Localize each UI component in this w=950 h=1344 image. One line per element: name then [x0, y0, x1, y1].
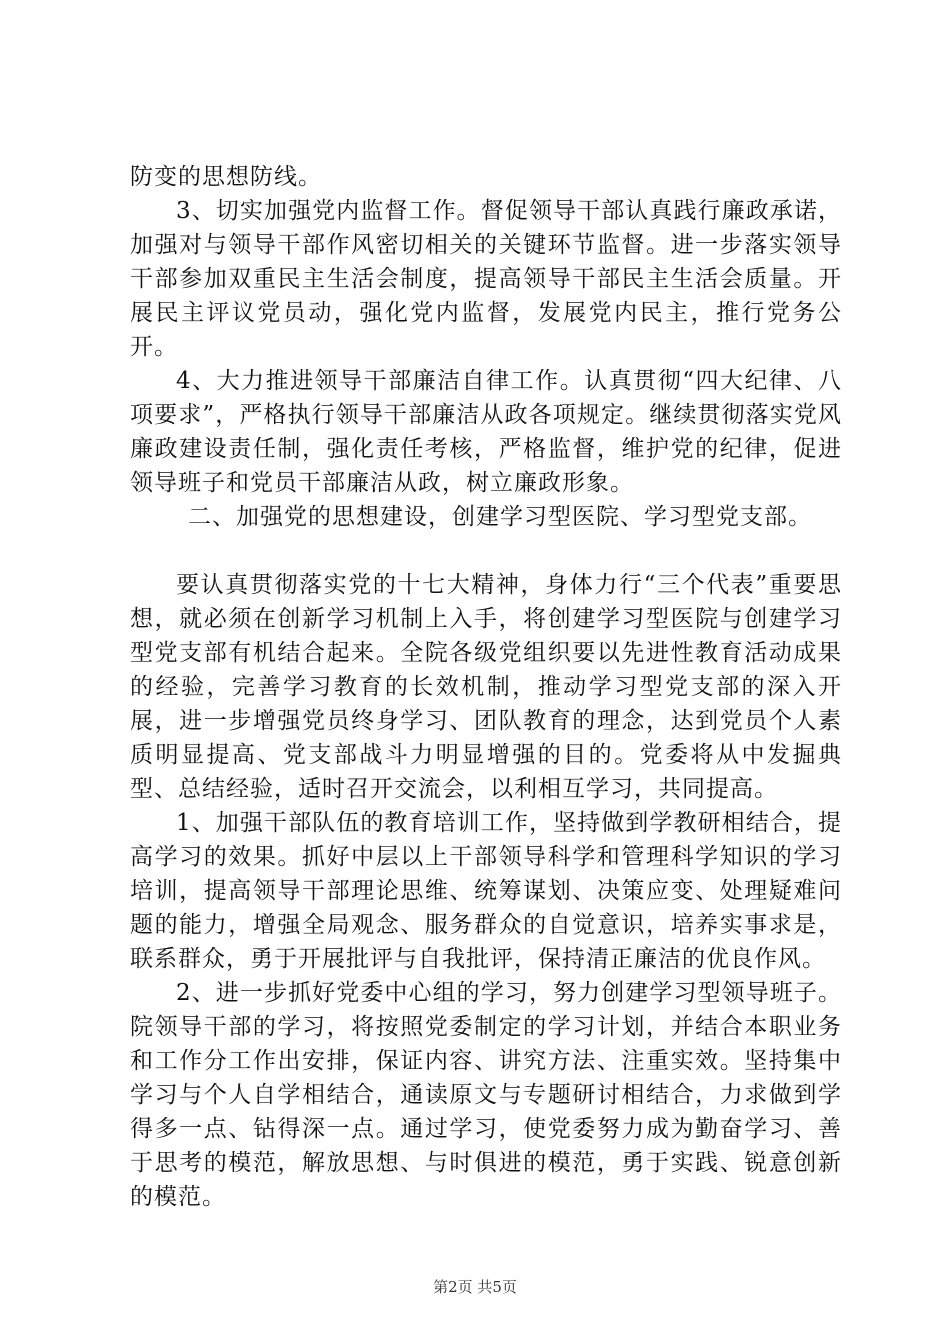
section-heading: 二、加强党的思想建设，创建学习型医院、学习型党支部。 [188, 504, 812, 530]
paragraph-item-4: 4、大力推进领导干部廉洁自律工作。认真贯彻“四大纪律、八项要求”，严格执行领导干部廉洁从政各项规定。继续贯彻落实党风廉政建设责任制，强化责任考核，严格监督，维护党的纪律，促进领导班子和党员干部廉洁从政，树立廉政形象。 [130, 368, 842, 496]
paragraph-item-1: 1、加强干部队伍的教育培训工作，坚持做到学教研相结合，提高学习的效果。抓好中层以上干部领导科学和管理科学知识的学习培训，提高领导干部理论思维、统筹谋划、决策应变、处理疑难问题的能力，增强全局观念、服务群众的自觉意识，培养实事求是，联系群众，勇于开展批评与自我批评，保持清正廉洁的优良作风。 [130, 810, 842, 972]
page-number-footer: 第2页 共5页 [433, 1278, 517, 1296]
paragraph-item-3: 3、切实加强党内监督工作。督促领导干部认真践行廉政承诺，加强对与领导干部作风密切相关的关键环节监督。进一步落实领导干部参加双重民主生活会制度，提高领导干部民主生活会质量。开展民主评议党员动，强化党内监督，发展党内民主，推行党务公开。 [130, 198, 842, 360]
blank-line [130, 534, 842, 568]
paragraph-item-2: 2、进一步抓好党委中心组的学习，努力创建学习型领导班子。院领导干部的学习，将按照党委制定的学习计划，并结合本职业务和工作分工作出安排，保证内容、讲究方法、注重实效。坚持集中学习与个人自学相结合，通读原文与专题研讨相结合，力求做到学得多一点、钻得深一点。通过学习，使党委努力成为勤奋学习、善于思考的模范，解放思想、与时俱进的模范，勇于实践、锐意创新的模范。 [130, 980, 842, 1210]
paragraph-intro: 要认真贯彻落实党的十七大精神，身体力行“三个代表”重要思想，就必须在创新学习机制上入手，将创建学习型医院与创建学习型党支部有机结合起来。全院各级党组织要以先进性教育活动成果的经验，完善学习教育的长效机制，推动学习型党支部的深入开展，进一步增强党员终身学习、团队教育的理念，达到党员个人素质明显提高、党支部战斗力明显增强的目的。党委将从中发掘典型、总结经验，适时召开交流会，以利相互学习，共同提高。 [130, 572, 842, 802]
document-body [130, 160, 842, 1214]
paragraph-continuation: 防变的思想防线。 [130, 164, 322, 190]
